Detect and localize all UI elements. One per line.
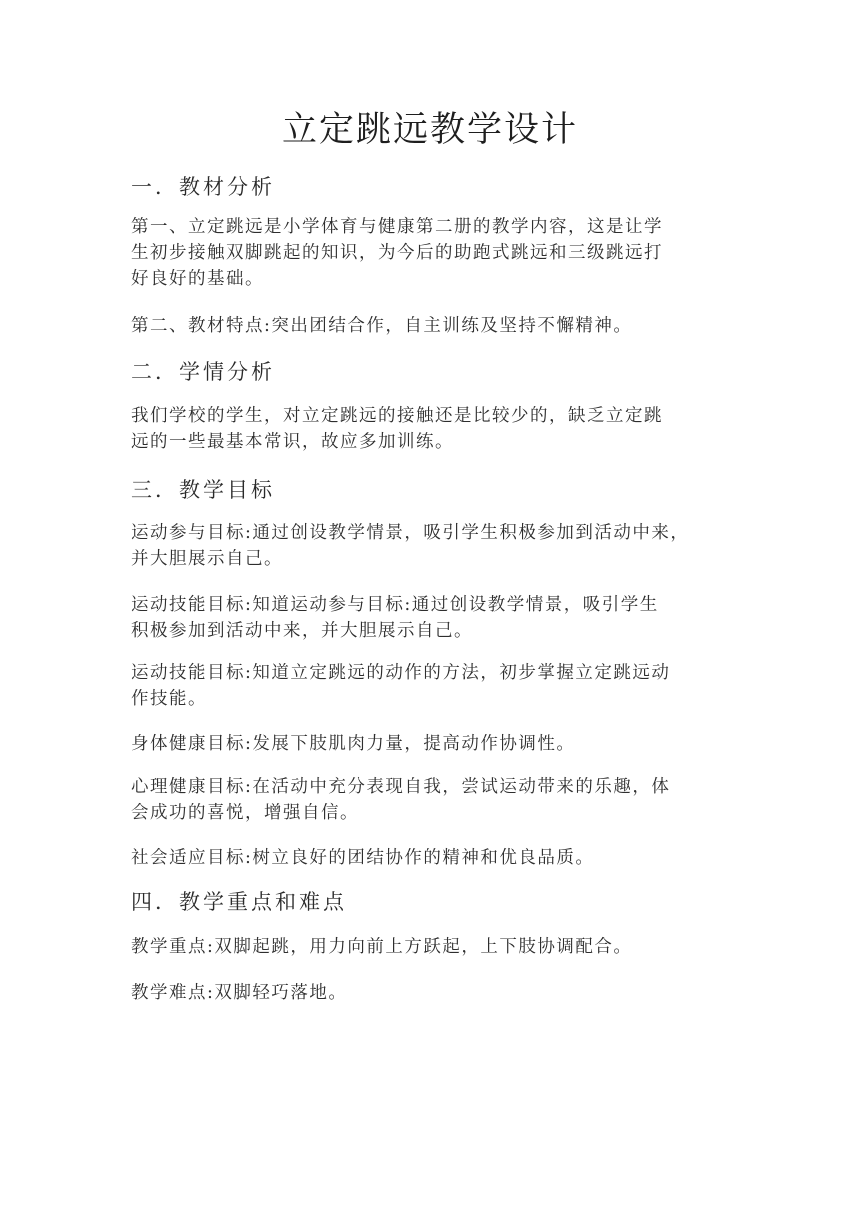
section-heading-textbook-analysis: 一．教材分析 <box>131 175 275 199</box>
paragraph-textbook-first <box>131 214 731 292</box>
section-heading-student-analysis: 二．学情分析 <box>131 360 275 384</box>
paragraph-key-point <box>131 934 731 960</box>
paragraph-difficult-point <box>131 980 731 1006</box>
document-title: 立定跳远教学设计 <box>281 110 578 150</box>
paragraph-line: 积极参加到活动中来，并大胆展示自己。 <box>131 621 473 641</box>
paragraph-line: 运动技能目标:知道立定跳远的动作的方法，初步掌握立定跳远动 <box>131 663 671 683</box>
section-heading-key-points: 四．教学重点和难点 <box>131 890 347 914</box>
paragraph-line: 心理健康目标:在活动中充分表现自我，尝试运动带来的乐趣，体 <box>131 777 671 797</box>
paragraph-goal-participation <box>131 520 731 572</box>
paragraph-line: 身体健康目标:发展下肢肌肉力量，提高动作协调性。 <box>131 734 576 754</box>
paragraph-line: 第一、立定跳远是小学体育与健康第二册的教学内容，这是让学 <box>131 217 663 237</box>
paragraph-line: 教学重点:双脚起跳，用力向前上方跃起，上下肢协调配合。 <box>131 937 633 957</box>
paragraph-line: 并大胆展示自己。 <box>131 549 283 569</box>
paragraph-student-analysis <box>131 403 731 455</box>
paragraph-goal-physical <box>131 731 731 757</box>
paragraph-goal-mental <box>131 774 731 826</box>
section-heading-teaching-goals: 三．教学目标 <box>131 478 275 502</box>
paragraph-goal-skill-2 <box>131 660 731 712</box>
paragraph-line: 教学难点:双脚轻巧落地。 <box>131 983 348 1003</box>
paragraph-goal-skill-1 <box>131 592 731 644</box>
paragraph-line: 社会适应目标:树立良好的团结协作的精神和优良品质。 <box>131 848 595 868</box>
paragraph-line: 作技能。 <box>131 689 207 709</box>
paragraph-goal-social <box>131 845 731 871</box>
paragraph-textbook-features <box>131 313 731 339</box>
paragraph-line: 远的一些最基本常识，故应多加训练。 <box>131 432 454 452</box>
paragraph-line: 我们学校的学生，对立定跳远的接触还是比较少的，缺乏立定跳 <box>131 406 663 426</box>
paragraph-line: 运动技能目标:知道运动参与目标:通过创设教学情景，吸引学生 <box>131 595 659 615</box>
paragraph-line: 好良好的基础。 <box>131 269 264 289</box>
paragraph-line: 运动参与目标:通过创设教学情景，吸引学生积极参加到活动中来， <box>131 523 690 543</box>
paragraph-line: 会成功的喜悦，增强自信。 <box>131 803 359 823</box>
paragraph-line: 生初步接触双脚跳起的知识，为今后的助跑式跳远和三级跳远打 <box>131 243 663 263</box>
paragraph-line: 第二、教材特点:突出团结合作，自主训练及坚持不懈精神。 <box>131 316 633 336</box>
